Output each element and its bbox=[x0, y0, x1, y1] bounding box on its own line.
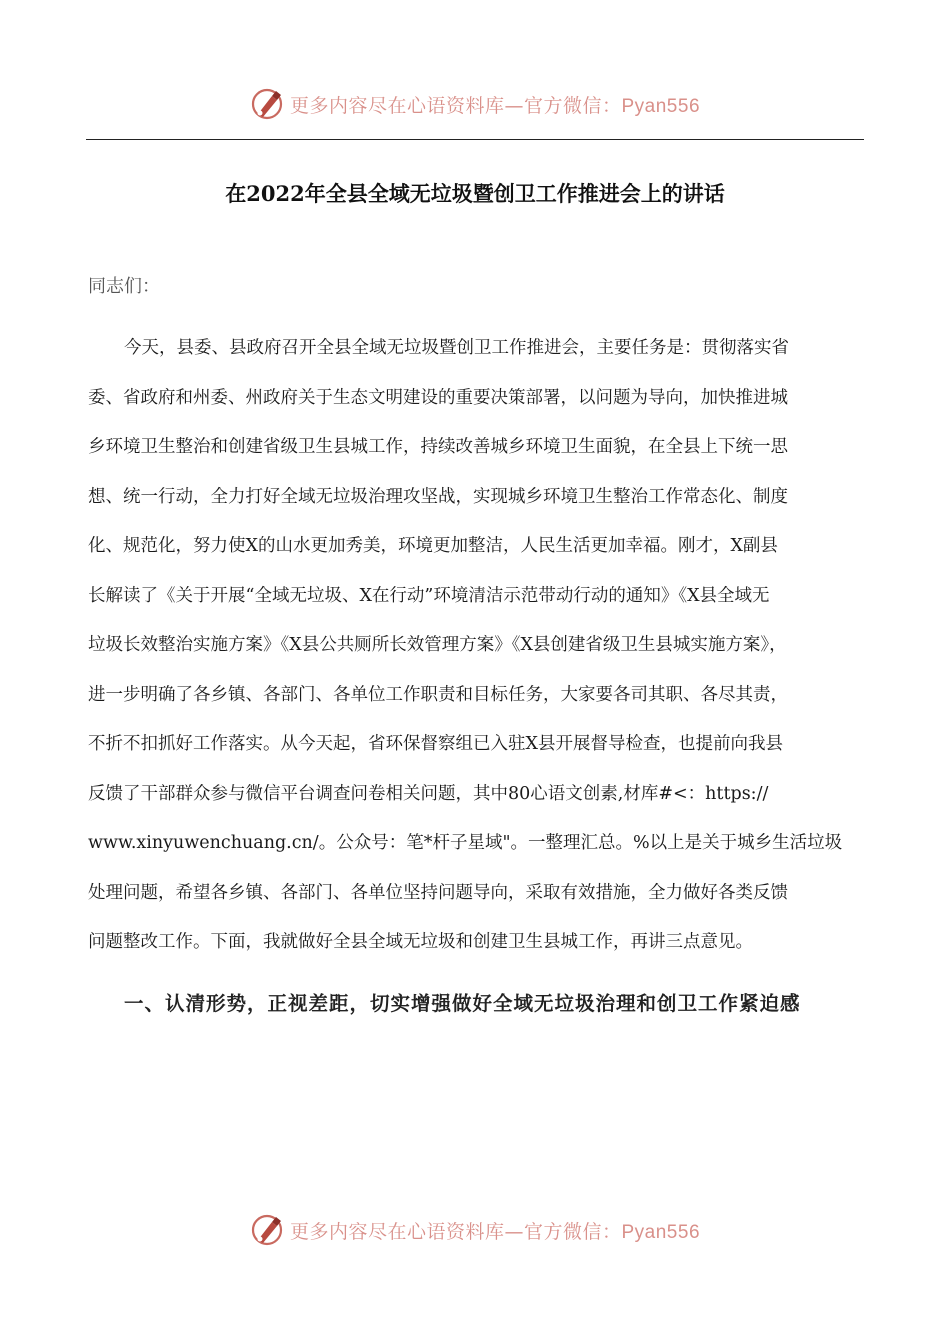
greeting: 同志们： bbox=[88, 276, 160, 297]
paragraph-line: 乡环境卫生整治和创建省级卫生县城工作，持续改善城乡环境卫生面貌，在全县上下统一思 bbox=[88, 437, 788, 457]
watermark-handle: Pyan556 bbox=[621, 95, 701, 117]
paragraph-line: 不折不扣抓好工作落实。从今天起，省环保督察组已入驻X县开展督导检查，也提前向我县 bbox=[88, 734, 783, 754]
body-paragraph bbox=[88, 331, 864, 975]
paragraph-line: 今天，县委、县政府召开全县全域无垃圾暨创卫工作推进会，主要任务是：贯彻落实省 bbox=[124, 338, 789, 358]
paragraph-line: 长解读了《关于开展“全域无垃圾、X在行动”环境清洁示范带动行动的通知》《X县全域无 bbox=[88, 585, 770, 606]
document-title: 在2022年全县全域无垃圾暨创卫工作推进会上的讲话 bbox=[225, 181, 725, 206]
watermark-handle: Pyan556 bbox=[621, 1221, 701, 1243]
paragraph-line: 委、省政府和州委、州政府关于生态文明建设的重要决策部署，以问题为导向，加快推进城 bbox=[88, 387, 788, 408]
paragraph-line: 化、规范化，努力使X的山水更加秀美，环境更加整洁，人民生活更加幸福。刚才，X副县 bbox=[88, 536, 778, 556]
paragraph-line: 想、统一行动，全力打好全域无垃圾治理攻坚战，实现城乡环境卫生整治工作常态化、制度 bbox=[88, 486, 788, 507]
watermark-text: 更多内容尽在心语资料库—官方微信：Pyan556 bbox=[289, 1220, 701, 1243]
section-heading: 一、认清形势，正视差距，切实增强做好全域无垃圾治理和创卫工作紧迫感 bbox=[124, 992, 801, 1015]
paragraph-line: 处理问题，希望各乡镇、各部门、各单位坚持问题导向，采取有效措施，全力做好各类反馈 bbox=[88, 882, 788, 903]
pen-logo-icon bbox=[250, 1212, 286, 1248]
paragraph-line: 反馈了干部群众参与微信平台调查问卷相关问题，其中80心语文创素,材库#<：https:// bbox=[88, 783, 769, 804]
watermark-text: 更多内容尽在心语资料库—官方微信：Pyan556 bbox=[289, 94, 701, 117]
footer-watermark bbox=[0, 1208, 950, 1252]
pen-logo-icon bbox=[250, 86, 286, 122]
header-divider bbox=[86, 139, 864, 140]
paragraph-line: 进一步明确了各乡镇、各部门、各单位工作职责和目标任务，大家要各司其职、各尽其责， bbox=[88, 684, 788, 705]
paragraph-line: www.xinyuwenchuang.cn/。公众号：笔*杆子星域"。一整理汇总。%以上是关于城乡生活垃圾 bbox=[88, 833, 843, 853]
paragraph-line: 问题整改工作。下面，我就做好全县全域无垃圾和创建卫生县城工作，再讲三点意见。 bbox=[88, 932, 753, 952]
paragraph-line: 垃圾长效整治实施方案》《X县公共厕所长效管理方案》《X县创建省级卫生县城实施方案》， bbox=[88, 635, 787, 655]
header-watermark bbox=[0, 82, 950, 126]
